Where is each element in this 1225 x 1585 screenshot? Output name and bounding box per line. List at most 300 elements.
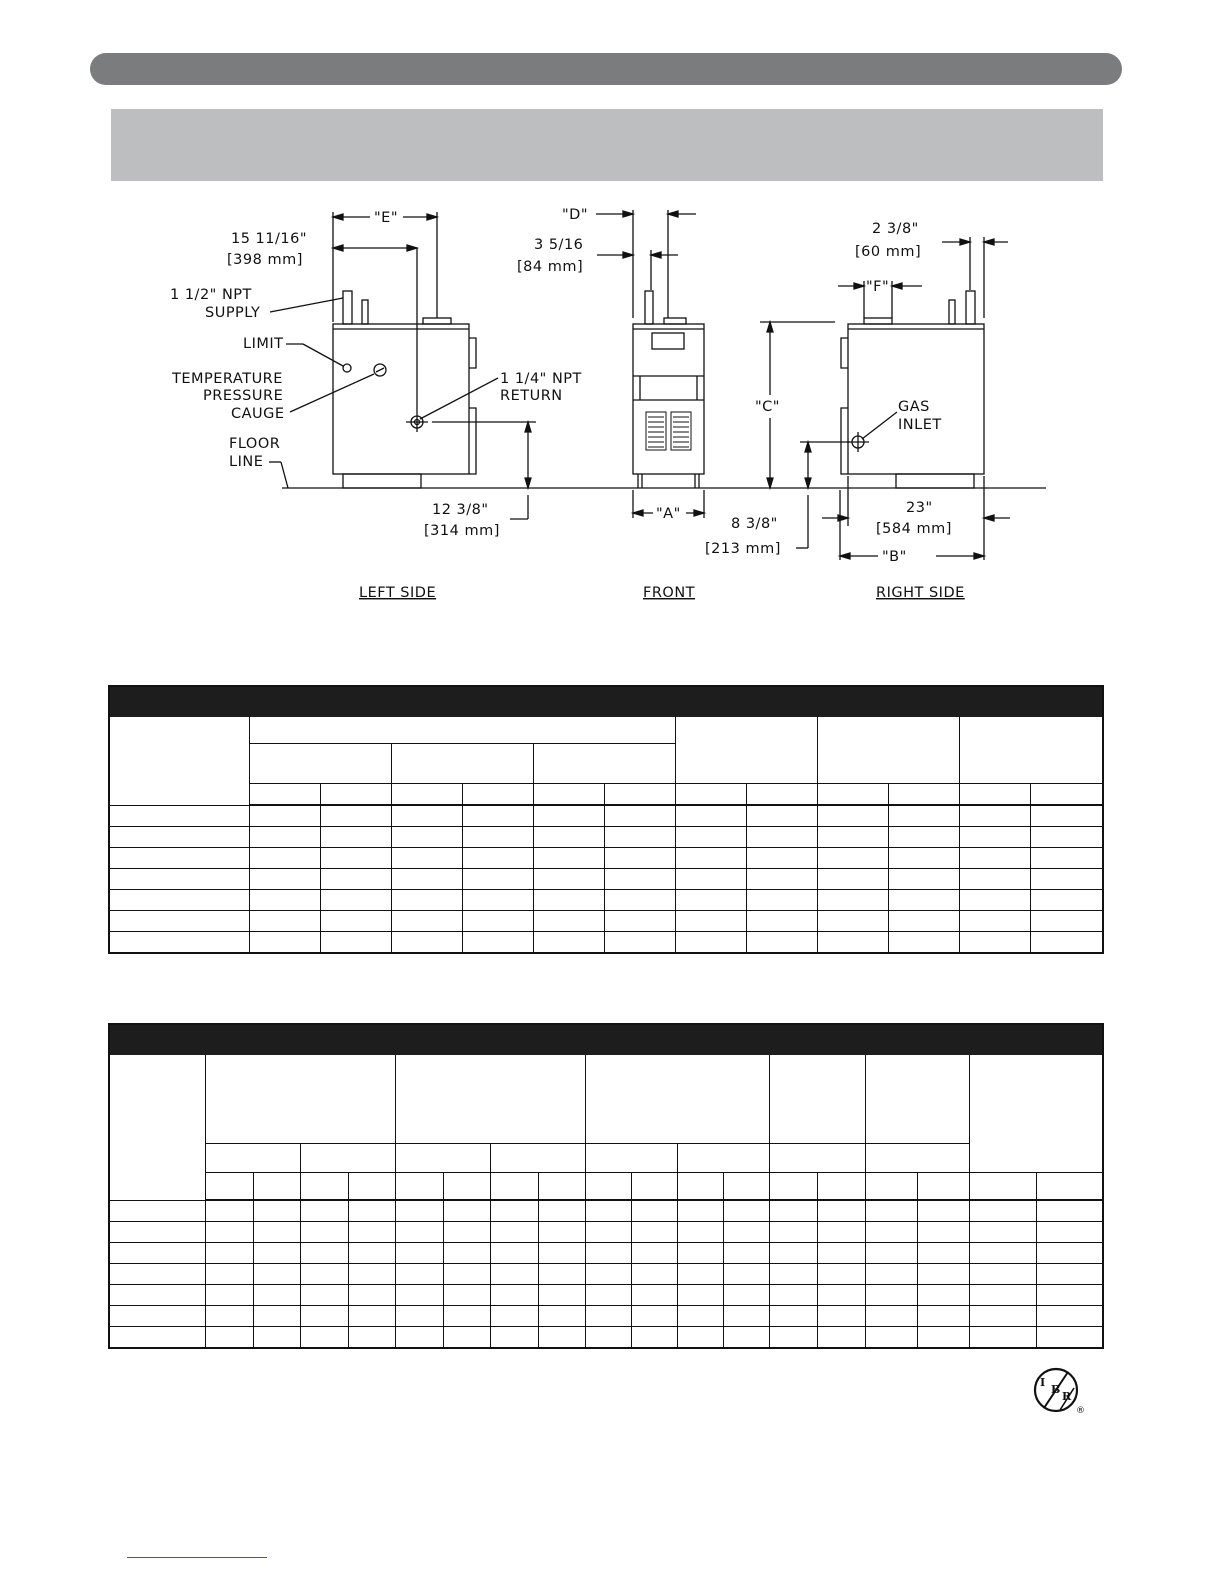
table-cell bbox=[391, 783, 462, 805]
table-cell bbox=[462, 826, 533, 847]
table-cell bbox=[723, 1242, 769, 1263]
header-cell-model bbox=[110, 717, 249, 805]
table-cell bbox=[604, 783, 675, 805]
table-cell bbox=[538, 1326, 585, 1347]
table-cell bbox=[490, 1200, 538, 1221]
table-row bbox=[110, 889, 1102, 910]
table-row bbox=[110, 1221, 1104, 1242]
table-cell bbox=[320, 783, 391, 805]
label-supply-size: 1 1/2" NPT bbox=[170, 287, 252, 303]
table-cell bbox=[769, 1172, 817, 1200]
header-cell-group-5 bbox=[865, 1055, 969, 1143]
table-cell bbox=[462, 889, 533, 910]
table-cell bbox=[959, 826, 1030, 847]
table-row bbox=[110, 847, 1102, 868]
table-cell bbox=[110, 805, 249, 826]
header-cell-group-1 bbox=[249, 717, 675, 743]
table-cell bbox=[395, 1326, 443, 1347]
table-cell bbox=[320, 889, 391, 910]
table-cell bbox=[959, 868, 1030, 889]
table-cell bbox=[917, 1200, 969, 1221]
table-cell bbox=[769, 1263, 817, 1284]
table-cell bbox=[249, 805, 320, 826]
table-cell bbox=[249, 931, 320, 952]
label-return-size: 1 1/4" NPT bbox=[500, 371, 582, 387]
table-cell bbox=[817, 1326, 865, 1347]
table-cell bbox=[110, 910, 249, 931]
table-cell bbox=[249, 889, 320, 910]
table-cell bbox=[675, 826, 746, 847]
table-cell bbox=[865, 1263, 917, 1284]
table-cell bbox=[1036, 1172, 1104, 1200]
label-dim-12: 12 3/8" bbox=[432, 502, 489, 518]
table-cell bbox=[253, 1242, 300, 1263]
table-cell bbox=[110, 847, 249, 868]
table-cell bbox=[723, 1221, 769, 1242]
table-cell bbox=[917, 1172, 969, 1200]
header-cell-group-6 bbox=[969, 1055, 1104, 1172]
table-cell bbox=[817, 805, 888, 826]
table-cell bbox=[817, 931, 888, 952]
table-cell bbox=[917, 1242, 969, 1263]
table-cell bbox=[391, 889, 462, 910]
table-cell bbox=[533, 868, 604, 889]
table-cell bbox=[769, 1143, 865, 1172]
table-cell bbox=[538, 1200, 585, 1221]
table-cell bbox=[538, 1242, 585, 1263]
table-cell bbox=[888, 910, 959, 931]
table-cell bbox=[917, 1284, 969, 1305]
header-cell-group-1 bbox=[205, 1055, 395, 1143]
table-cell bbox=[631, 1326, 677, 1347]
table-cell bbox=[320, 805, 391, 826]
table-cell bbox=[585, 1305, 631, 1326]
table-row bbox=[110, 931, 1102, 952]
header-cell-group-2 bbox=[395, 1055, 585, 1143]
table-cell bbox=[253, 1172, 300, 1200]
title-banner bbox=[111, 109, 1103, 181]
table-cell bbox=[675, 910, 746, 931]
table-cell bbox=[746, 931, 817, 952]
table-cell bbox=[462, 868, 533, 889]
table-cell bbox=[604, 931, 675, 952]
table-cell bbox=[443, 1221, 490, 1242]
table-cell bbox=[969, 1200, 1036, 1221]
table-cell bbox=[205, 1263, 253, 1284]
table-cell bbox=[746, 910, 817, 931]
table-cell bbox=[817, 868, 888, 889]
table-cell bbox=[817, 1263, 865, 1284]
table-cell bbox=[769, 1326, 817, 1347]
table-cell bbox=[391, 805, 462, 826]
table-cell bbox=[817, 826, 888, 847]
label-dim-23-mm: [584 mm] bbox=[876, 521, 952, 537]
table-cell bbox=[677, 1326, 723, 1347]
view-label-right-side: RIGHT SIDE bbox=[876, 585, 965, 601]
table-cell bbox=[443, 1200, 490, 1221]
table-cell bbox=[205, 1326, 253, 1347]
table-cell bbox=[959, 910, 1030, 931]
table-cell bbox=[249, 910, 320, 931]
table-cell bbox=[300, 1242, 348, 1263]
table-cell bbox=[1030, 889, 1102, 910]
table-cell bbox=[1030, 805, 1102, 826]
table-cell bbox=[1030, 910, 1102, 931]
table-cell bbox=[110, 1326, 205, 1347]
table-cell bbox=[490, 1242, 538, 1263]
table-cell bbox=[300, 1221, 348, 1242]
header-cell-model bbox=[110, 1055, 205, 1200]
table-cell bbox=[675, 847, 746, 868]
table-cell bbox=[538, 1284, 585, 1305]
table-row bbox=[110, 805, 1102, 826]
table-cell bbox=[585, 1221, 631, 1242]
table-cell bbox=[723, 1326, 769, 1347]
table-cell bbox=[253, 1200, 300, 1221]
table-cell bbox=[677, 1242, 723, 1263]
table-cell bbox=[969, 1284, 1036, 1305]
table-cell bbox=[462, 783, 533, 805]
table-cell bbox=[249, 868, 320, 889]
table-cell bbox=[443, 1326, 490, 1347]
table-cell bbox=[675, 889, 746, 910]
table-cell bbox=[631, 1284, 677, 1305]
table-cell bbox=[110, 826, 249, 847]
header-subcell-3 bbox=[533, 743, 675, 783]
table-cell bbox=[865, 1172, 917, 1200]
table-cell bbox=[769, 1242, 817, 1263]
table-cell bbox=[631, 1172, 677, 1200]
table-cell bbox=[1036, 1284, 1104, 1305]
table-cell bbox=[969, 1242, 1036, 1263]
header-cell-group-3 bbox=[585, 1055, 769, 1143]
label-dim-3: 3 5/16 bbox=[534, 237, 584, 253]
table-cell bbox=[723, 1200, 769, 1221]
table-cell bbox=[865, 1143, 969, 1172]
table-cell bbox=[300, 1305, 348, 1326]
table-cell bbox=[888, 847, 959, 868]
label-dim-e: "E" bbox=[374, 210, 399, 226]
table-cell bbox=[888, 826, 959, 847]
table-cell bbox=[723, 1172, 769, 1200]
table-cell bbox=[490, 1305, 538, 1326]
table-cell bbox=[969, 1263, 1036, 1284]
table-cell bbox=[348, 1263, 395, 1284]
table-cell bbox=[817, 1242, 865, 1263]
header-bar bbox=[90, 53, 1122, 85]
view-label-left-side: LEFT SIDE bbox=[359, 585, 437, 601]
table-cell bbox=[585, 1326, 631, 1347]
table-cell bbox=[1036, 1326, 1104, 1347]
table-cell bbox=[249, 783, 320, 805]
table-cell bbox=[888, 931, 959, 952]
table-cell bbox=[675, 805, 746, 826]
table-cell bbox=[205, 1221, 253, 1242]
table-cell bbox=[300, 1172, 348, 1200]
table-cell bbox=[205, 1305, 253, 1326]
table-cell bbox=[462, 847, 533, 868]
label-supply: SUPPLY bbox=[205, 305, 261, 321]
table-cell bbox=[769, 1305, 817, 1326]
table-cell bbox=[533, 910, 604, 931]
table-cell bbox=[348, 1221, 395, 1242]
table-cell bbox=[395, 1305, 443, 1326]
table-cell bbox=[746, 847, 817, 868]
table-cell bbox=[604, 805, 675, 826]
table-cell bbox=[538, 1221, 585, 1242]
table-cell bbox=[604, 826, 675, 847]
table-cell bbox=[769, 1221, 817, 1242]
table-cell bbox=[110, 889, 249, 910]
table-cell bbox=[677, 1284, 723, 1305]
table-cell bbox=[253, 1263, 300, 1284]
label-dim-15-mm: [398 mm] bbox=[227, 252, 303, 268]
table-cell bbox=[110, 1200, 205, 1221]
table-cell bbox=[746, 868, 817, 889]
table-cell bbox=[888, 805, 959, 826]
table-cell bbox=[1036, 1305, 1104, 1326]
table-cell bbox=[677, 1143, 769, 1172]
label-dim-c: "C" bbox=[755, 399, 780, 415]
label-temperature: TEMPERATURE bbox=[172, 371, 283, 387]
table-row bbox=[110, 910, 1102, 931]
table-cell bbox=[533, 826, 604, 847]
table-cell bbox=[205, 1200, 253, 1221]
table-cell bbox=[538, 1263, 585, 1284]
table-cell bbox=[959, 847, 1030, 868]
table-cell bbox=[391, 847, 462, 868]
table-cell bbox=[253, 1221, 300, 1242]
label-dim-3-mm: [84 mm] bbox=[517, 259, 584, 275]
table-cell bbox=[300, 1200, 348, 1221]
ibr-registered-mark: ® bbox=[1076, 1406, 1085, 1416]
ibr-letter-b: B bbox=[1051, 1383, 1061, 1396]
table-row bbox=[110, 1242, 1104, 1263]
table-cell bbox=[391, 826, 462, 847]
label-dim-8-mm: [213 mm] bbox=[705, 541, 781, 557]
table-cell bbox=[110, 1221, 205, 1242]
table-cell bbox=[110, 931, 249, 952]
table-cell bbox=[675, 868, 746, 889]
table-cell bbox=[205, 1172, 253, 1200]
table-cell bbox=[865, 1242, 917, 1263]
table-cell bbox=[817, 1200, 865, 1221]
table-cell bbox=[300, 1263, 348, 1284]
label-gas: GAS bbox=[898, 399, 930, 415]
table-cell bbox=[677, 1305, 723, 1326]
table-cell bbox=[110, 868, 249, 889]
table-cell bbox=[395, 1172, 443, 1200]
label-limit: LIMIT bbox=[243, 336, 284, 352]
label-dim-f: "F" bbox=[866, 279, 890, 295]
table-row bbox=[110, 1263, 1104, 1284]
table-cell bbox=[538, 1305, 585, 1326]
table-cell bbox=[348, 1284, 395, 1305]
table-cell bbox=[395, 1221, 443, 1242]
table-cell bbox=[320, 910, 391, 931]
left-side-view bbox=[269, 212, 536, 519]
ratings-table-grid bbox=[110, 1055, 1104, 1347]
table-cell bbox=[249, 826, 320, 847]
table-cell bbox=[969, 1172, 1036, 1200]
table-cell bbox=[533, 889, 604, 910]
label-dim-8: 8 3/8" bbox=[731, 516, 778, 532]
table-cell bbox=[462, 910, 533, 931]
dimensions-table-header bbox=[110, 687, 1102, 717]
table-cell bbox=[865, 1326, 917, 1347]
table-cell bbox=[395, 1143, 490, 1172]
table-cell bbox=[677, 1172, 723, 1200]
table-cell bbox=[604, 889, 675, 910]
table-cell bbox=[631, 1200, 677, 1221]
table-cell bbox=[320, 868, 391, 889]
table-cell bbox=[604, 868, 675, 889]
table-cell bbox=[631, 1305, 677, 1326]
table-cell bbox=[585, 1143, 677, 1172]
table-cell bbox=[888, 889, 959, 910]
table-cell bbox=[391, 868, 462, 889]
label-gauge: CAUGE bbox=[231, 406, 285, 422]
table-cell bbox=[462, 931, 533, 952]
table-cell bbox=[769, 1284, 817, 1305]
table-cell bbox=[348, 1242, 395, 1263]
table-cell bbox=[205, 1242, 253, 1263]
ratings-table-header bbox=[110, 1025, 1102, 1055]
table-cell bbox=[723, 1305, 769, 1326]
table-row bbox=[110, 1305, 1104, 1326]
table-cell bbox=[631, 1221, 677, 1242]
table-cell bbox=[395, 1263, 443, 1284]
table-cell bbox=[443, 1172, 490, 1200]
table-cell bbox=[865, 1284, 917, 1305]
table-cell bbox=[538, 1172, 585, 1200]
table-cell bbox=[533, 931, 604, 952]
table-cell bbox=[917, 1263, 969, 1284]
table-cell bbox=[1036, 1263, 1104, 1284]
table-cell bbox=[1036, 1200, 1104, 1221]
table-cell bbox=[817, 889, 888, 910]
table-cell bbox=[320, 931, 391, 952]
table-cell bbox=[677, 1200, 723, 1221]
table-cell bbox=[817, 847, 888, 868]
table-cell bbox=[490, 1284, 538, 1305]
table-cell bbox=[490, 1172, 538, 1200]
table-row bbox=[110, 868, 1102, 889]
table-cell bbox=[1030, 931, 1102, 952]
label-floor: FLOOR bbox=[229, 436, 281, 452]
table-cell bbox=[1030, 826, 1102, 847]
table-cell bbox=[631, 1242, 677, 1263]
table-cell bbox=[604, 847, 675, 868]
front-louvers bbox=[646, 412, 691, 450]
table-cell bbox=[723, 1284, 769, 1305]
table-cell bbox=[723, 1263, 769, 1284]
label-pressure: PRESSURE bbox=[203, 388, 284, 404]
table-cell bbox=[585, 1242, 631, 1263]
table-cell bbox=[1030, 847, 1102, 868]
table-cell bbox=[300, 1143, 395, 1172]
dimensions-table bbox=[108, 685, 1104, 954]
view-label-front: FRONT bbox=[643, 585, 696, 601]
table-cell bbox=[490, 1143, 585, 1172]
table-cell bbox=[817, 1284, 865, 1305]
table-cell bbox=[817, 910, 888, 931]
table-cell bbox=[249, 847, 320, 868]
label-dim-23: 23" bbox=[906, 500, 933, 516]
table-cell bbox=[110, 1242, 205, 1263]
table-cell bbox=[391, 931, 462, 952]
table-cell bbox=[585, 1284, 631, 1305]
table-cell bbox=[1030, 868, 1102, 889]
label-dim-2: 2 3/8" bbox=[872, 221, 919, 237]
table-cell bbox=[917, 1221, 969, 1242]
table-cell bbox=[533, 847, 604, 868]
footer-link-rule bbox=[127, 1557, 267, 1558]
table-cell bbox=[348, 1172, 395, 1200]
label-dim-a: "A" bbox=[656, 506, 681, 522]
header-cell-group-4 bbox=[769, 1055, 865, 1143]
table-cell bbox=[969, 1305, 1036, 1326]
table-row bbox=[110, 1284, 1104, 1305]
table-cell bbox=[746, 783, 817, 805]
table-cell bbox=[585, 1172, 631, 1200]
table-cell bbox=[348, 1200, 395, 1221]
ibr-letter-i: I bbox=[1040, 1376, 1046, 1389]
table-cell bbox=[395, 1242, 443, 1263]
ibr-logo bbox=[1030, 1366, 1092, 1418]
ibr-letter-r: R bbox=[1062, 1390, 1072, 1403]
table-cell bbox=[110, 1284, 205, 1305]
header-cell-group-4 bbox=[959, 717, 1102, 783]
table-cell bbox=[865, 1305, 917, 1326]
table-cell bbox=[253, 1305, 300, 1326]
table-cell bbox=[490, 1221, 538, 1242]
label-dim-12-mm: [314 mm] bbox=[424, 523, 500, 539]
table-cell bbox=[348, 1326, 395, 1347]
table-cell bbox=[817, 1172, 865, 1200]
label-dim-d: "D" bbox=[562, 207, 589, 223]
table-cell bbox=[817, 1221, 865, 1242]
table-cell bbox=[205, 1143, 300, 1172]
ratings-table bbox=[108, 1023, 1104, 1349]
table-row bbox=[110, 826, 1102, 847]
table-cell bbox=[969, 1221, 1036, 1242]
table-cell bbox=[533, 783, 604, 805]
table-cell bbox=[604, 910, 675, 931]
table-cell bbox=[395, 1284, 443, 1305]
dimensions-table-grid bbox=[110, 717, 1102, 952]
table-cell bbox=[443, 1263, 490, 1284]
label-dim-b: "B" bbox=[882, 549, 907, 565]
table-cell bbox=[1036, 1242, 1104, 1263]
table-cell bbox=[746, 889, 817, 910]
table-cell bbox=[817, 783, 888, 805]
table-cell bbox=[443, 1305, 490, 1326]
header-cell-group-2 bbox=[675, 717, 817, 783]
table-cell bbox=[917, 1305, 969, 1326]
table-cell bbox=[205, 1284, 253, 1305]
label-inlet: INLET bbox=[898, 417, 942, 433]
table-cell bbox=[395, 1200, 443, 1221]
table-cell bbox=[865, 1200, 917, 1221]
table-cell bbox=[443, 1242, 490, 1263]
table-cell bbox=[865, 1221, 917, 1242]
table-cell bbox=[300, 1326, 348, 1347]
table-cell bbox=[490, 1326, 538, 1347]
boiler-dimension-drawing bbox=[0, 195, 1225, 615]
table-cell bbox=[585, 1263, 631, 1284]
table-cell bbox=[917, 1326, 969, 1347]
